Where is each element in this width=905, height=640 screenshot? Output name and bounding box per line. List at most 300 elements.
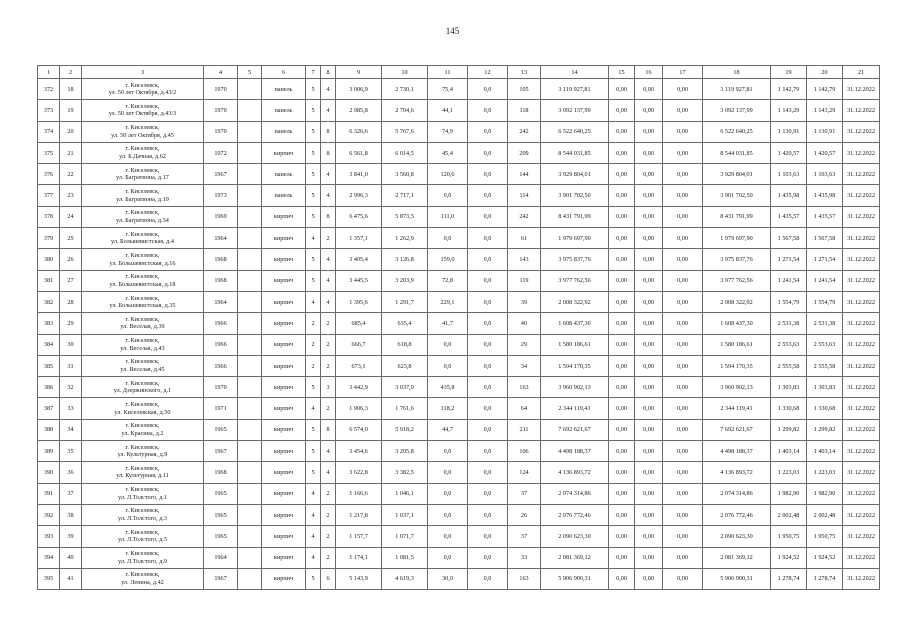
cell-col-13: 242 bbox=[508, 121, 541, 142]
cell-col-21: 31.12.2022 bbox=[843, 547, 880, 568]
cell-col-12: 0,0 bbox=[468, 526, 508, 547]
column-header-14: 14 bbox=[541, 66, 609, 79]
cell-col-13: 26 bbox=[508, 504, 541, 525]
cell-col-14: 3 960 902,13 bbox=[541, 377, 609, 398]
address-street: ул. Л.Толстого, д.3 bbox=[118, 515, 167, 523]
cell-col-6: панель bbox=[262, 79, 306, 100]
cell-col-21: 31.12.2022 bbox=[843, 504, 880, 525]
table-row bbox=[38, 79, 880, 100]
cell-col-17: 0,00 bbox=[663, 79, 703, 100]
cell-col-12: 0,0 bbox=[468, 228, 508, 249]
address-street: ул. Киселевская, д.50 bbox=[114, 408, 171, 416]
column-header-2: 2 bbox=[60, 66, 82, 79]
address-street: ул. Культурная, д.9 bbox=[117, 451, 168, 459]
cell-col-11: 0,0 bbox=[428, 547, 468, 568]
cell-col-10: 5 767,6 bbox=[382, 121, 428, 142]
cell-col-5 bbox=[238, 185, 262, 206]
cell-col-8: 4 bbox=[321, 185, 336, 206]
cell-col-9: 1 174,1 bbox=[336, 547, 382, 568]
address-city: г. Киселевск, bbox=[125, 209, 160, 217]
cell-col-13: 64 bbox=[508, 398, 541, 419]
cell-col-6: кирпич bbox=[262, 568, 306, 589]
address-street: ул. Культурная, д.11 bbox=[116, 472, 169, 480]
cell-col-15: 0,00 bbox=[609, 164, 635, 185]
cell-col-16: 0,00 bbox=[635, 185, 663, 206]
cell-col-8: 2 bbox=[321, 313, 336, 334]
cell-col-1: 375 bbox=[38, 142, 60, 163]
cell-col-14: 5 906 900,31 bbox=[541, 568, 609, 589]
cell-col-16: 0,00 bbox=[635, 100, 663, 121]
cell-col-6: кирпич bbox=[262, 419, 306, 440]
cell-col-1: 380 bbox=[38, 249, 60, 270]
cell-col-6: кирпич bbox=[262, 377, 306, 398]
address-city: г. Киселевск, bbox=[125, 464, 160, 472]
cell-col-20: 1 403,14 bbox=[807, 441, 843, 462]
address-city: г. Киселевск, bbox=[125, 443, 160, 451]
cell-col-11: 0,0 bbox=[428, 462, 468, 483]
cell-col-8: 4 bbox=[321, 270, 336, 291]
cell-col-7: 5 bbox=[306, 249, 321, 270]
cell-col-10: 1 761,6 bbox=[382, 398, 428, 419]
table-row bbox=[38, 121, 880, 142]
address-city: г. Киселевск, bbox=[125, 81, 160, 89]
cell-col-14: 2 344 119,41 bbox=[541, 398, 609, 419]
cell-col-11: 74,9 bbox=[428, 121, 468, 142]
cell-col-5 bbox=[238, 334, 262, 355]
address-street: ул. Л.Толстого, д.9 bbox=[118, 557, 167, 565]
cell-col-2: 36 bbox=[60, 462, 82, 483]
cell-col-10: 3 037,9 bbox=[382, 377, 428, 398]
cell-col-6: кирпич bbox=[262, 228, 306, 249]
cell-col-13: 118 bbox=[508, 100, 541, 121]
cell-col-10: 618,8 bbox=[382, 334, 428, 355]
cell-col-2: 27 bbox=[60, 270, 82, 291]
cell-col-9: 685,4 bbox=[336, 313, 382, 334]
address-street: ул. Веселая, д.39 bbox=[120, 323, 165, 331]
cell-col-12: 0,0 bbox=[468, 377, 508, 398]
cell-col-16: 0,00 bbox=[635, 377, 663, 398]
cell-col-10: 5 873,5 bbox=[382, 206, 428, 227]
cell-col-10: 1 262,9 bbox=[382, 228, 428, 249]
cell-col-17: 0,00 bbox=[663, 568, 703, 589]
cell-col-12: 0,0 bbox=[468, 504, 508, 525]
address-street: ул. Большевистская, д.35 bbox=[109, 302, 176, 310]
cell-col-11: 0,0 bbox=[428, 355, 468, 376]
cell-col-4: 1967 bbox=[204, 441, 238, 462]
address-city: г. Киселевск, bbox=[125, 251, 160, 259]
cell-col-7: 5 bbox=[306, 206, 321, 227]
cell-col-20: 2 531,38 bbox=[807, 313, 843, 334]
cell-col-1: 373 bbox=[38, 100, 60, 121]
cell-col-19: 1 303,83 bbox=[771, 377, 807, 398]
column-header-21: 21 bbox=[843, 66, 880, 79]
cell-col-12: 0,0 bbox=[468, 419, 508, 440]
cell-col-21: 31.12.2022 bbox=[843, 419, 880, 440]
cell-col-8: 2 bbox=[321, 398, 336, 419]
cell-col-21: 31.12.2022 bbox=[843, 568, 880, 589]
address-city: г. Киселевск, bbox=[125, 337, 160, 345]
cell-col-20: 1 223,03 bbox=[807, 462, 843, 483]
cell-col-1: 384 bbox=[38, 334, 60, 355]
cell-col-4: 1964 bbox=[204, 228, 238, 249]
cell-col-7: 5 bbox=[306, 419, 321, 440]
cell-col-14: 2 090 623,30 bbox=[541, 526, 609, 547]
cell-col-15: 0,00 bbox=[609, 483, 635, 504]
cell-col-1: 378 bbox=[38, 206, 60, 227]
address-cell bbox=[82, 568, 204, 589]
cell-col-18: 2 081 369,12 bbox=[703, 547, 771, 568]
address-street: ул. Веселая, д.43 bbox=[120, 344, 165, 352]
cell-col-19: 1 271,54 bbox=[771, 249, 807, 270]
address-street: ул. Багратиона, д.19 bbox=[116, 195, 169, 203]
cell-col-1: 376 bbox=[38, 164, 60, 185]
cell-col-16: 0,00 bbox=[635, 462, 663, 483]
cell-col-17: 0,00 bbox=[663, 270, 703, 291]
cell-col-4: 1965 bbox=[204, 419, 238, 440]
cell-col-18: 2 074 314,86 bbox=[703, 483, 771, 504]
cell-col-17: 0,00 bbox=[663, 100, 703, 121]
cell-col-7: 4 bbox=[306, 526, 321, 547]
cell-col-21: 31.12.2022 bbox=[843, 483, 880, 504]
cell-col-14: 3 092 137,99 bbox=[541, 100, 609, 121]
cell-col-12: 0,0 bbox=[468, 100, 508, 121]
housing-registry-table bbox=[37, 65, 880, 590]
address-street: ул. Красина, д.2 bbox=[121, 429, 164, 437]
cell-col-13: 33 bbox=[508, 547, 541, 568]
cell-col-10: 1 291,7 bbox=[382, 291, 428, 312]
cell-col-17: 0,00 bbox=[663, 313, 703, 334]
address-street: ул. 50 лет Октября, д.43/2 bbox=[108, 89, 177, 97]
cell-col-2: 40 bbox=[60, 547, 82, 568]
cell-col-19: 2 555,58 bbox=[771, 355, 807, 376]
cell-col-15: 0,00 bbox=[609, 377, 635, 398]
address-cell bbox=[82, 547, 204, 568]
address-city: г. Киселевск, bbox=[125, 166, 160, 174]
cell-col-9: 3 442,9 bbox=[336, 377, 382, 398]
cell-col-12: 0,0 bbox=[468, 164, 508, 185]
address-city: г. Киселевск, bbox=[125, 528, 160, 536]
cell-col-16: 0,00 bbox=[635, 228, 663, 249]
cell-col-19: 2 531,38 bbox=[771, 313, 807, 334]
cell-col-7: 2 bbox=[306, 355, 321, 376]
cell-col-21: 31.12.2022 bbox=[843, 334, 880, 355]
cell-col-12: 0,0 bbox=[468, 249, 508, 270]
cell-col-2: 33 bbox=[60, 398, 82, 419]
cell-col-1: 392 bbox=[38, 504, 60, 525]
address-cell bbox=[82, 313, 204, 334]
cell-col-1: 385 bbox=[38, 355, 60, 376]
table-body bbox=[38, 79, 880, 590]
address-street: ул. Б.Дачная, д.62 bbox=[119, 153, 166, 161]
cell-col-17: 0,00 bbox=[663, 547, 703, 568]
cell-col-12: 0,0 bbox=[468, 79, 508, 100]
cell-col-18: 1 979 697,90 bbox=[703, 228, 771, 249]
cell-col-21: 31.12.2022 bbox=[843, 206, 880, 227]
cell-col-14: 2 076 772,46 bbox=[541, 504, 609, 525]
cell-col-13: 40 bbox=[508, 313, 541, 334]
cell-col-19: 1 420,57 bbox=[771, 142, 807, 163]
cell-col-18: 1 594 170,35 bbox=[703, 355, 771, 376]
cell-col-11: 0,0 bbox=[428, 228, 468, 249]
table-row bbox=[38, 164, 880, 185]
cell-col-15: 0,00 bbox=[609, 121, 635, 142]
cell-col-11: 118,2 bbox=[428, 398, 468, 419]
cell-col-1: 383 bbox=[38, 313, 60, 334]
cell-col-14: 1 979 697,90 bbox=[541, 228, 609, 249]
cell-col-8: 3 bbox=[321, 377, 336, 398]
column-header-19: 19 bbox=[771, 66, 807, 79]
cell-col-19: 1 278,74 bbox=[771, 568, 807, 589]
table-row bbox=[38, 185, 880, 206]
cell-col-6: кирпич bbox=[262, 355, 306, 376]
cell-col-19: 1 554,79 bbox=[771, 291, 807, 312]
cell-col-17: 0,00 bbox=[663, 462, 703, 483]
table-row bbox=[38, 547, 880, 568]
address-city: г. Киселевск, bbox=[125, 422, 160, 430]
cell-col-9: 2 996,3 bbox=[336, 185, 382, 206]
cell-col-1: 390 bbox=[38, 462, 60, 483]
address-cell bbox=[82, 206, 204, 227]
cell-col-9: 5 143,9 bbox=[336, 568, 382, 589]
cell-col-18: 2 090 623,30 bbox=[703, 526, 771, 547]
cell-col-15: 0,00 bbox=[609, 334, 635, 355]
cell-col-12: 0,0 bbox=[468, 270, 508, 291]
address-street: ул. Багратиона, д.34 bbox=[116, 216, 169, 224]
column-header-5: 5 bbox=[238, 66, 262, 79]
cell-col-15: 0,00 bbox=[609, 100, 635, 121]
table-row bbox=[38, 441, 880, 462]
cell-col-15: 0,00 bbox=[609, 206, 635, 227]
cell-col-7: 5 bbox=[306, 462, 321, 483]
cell-col-7: 4 bbox=[306, 398, 321, 419]
cell-col-21: 31.12.2022 bbox=[843, 270, 880, 291]
cell-col-13: 114 bbox=[508, 185, 541, 206]
cell-col-14: 8 431 791,99 bbox=[541, 206, 609, 227]
cell-col-16: 0,00 bbox=[635, 526, 663, 547]
cell-col-13: 242 bbox=[508, 206, 541, 227]
cell-col-11: 435,8 bbox=[428, 377, 468, 398]
address-city: г. Киселевск, bbox=[125, 315, 160, 323]
table-row bbox=[38, 142, 880, 163]
cell-col-8: 2 bbox=[321, 504, 336, 525]
column-header-12: 12 bbox=[468, 66, 508, 79]
address-cell bbox=[82, 419, 204, 440]
cell-col-8: 8 bbox=[321, 142, 336, 163]
cell-col-2: 39 bbox=[60, 526, 82, 547]
cell-col-2: 28 bbox=[60, 291, 82, 312]
cell-col-14: 3 929 804,01 bbox=[541, 164, 609, 185]
cell-col-8: 4 bbox=[321, 164, 336, 185]
column-header-9: 9 bbox=[336, 66, 382, 79]
cell-col-4: 1965 bbox=[204, 526, 238, 547]
cell-col-19: 1 435,98 bbox=[771, 185, 807, 206]
cell-col-2: 24 bbox=[60, 206, 82, 227]
cell-col-18: 4 136 893,72 bbox=[703, 462, 771, 483]
cell-col-8: 4 bbox=[321, 291, 336, 312]
cell-col-6: панель bbox=[262, 100, 306, 121]
table-row bbox=[38, 100, 880, 121]
cell-col-10: 1 071,7 bbox=[382, 526, 428, 547]
cell-col-9: 6 561,8 bbox=[336, 142, 382, 163]
cell-col-2: 38 bbox=[60, 504, 82, 525]
cell-col-8: 2 bbox=[321, 526, 336, 547]
cell-col-11: 0,0 bbox=[428, 504, 468, 525]
cell-col-17: 0,00 bbox=[663, 334, 703, 355]
cell-col-5 bbox=[238, 142, 262, 163]
cell-col-8: 8 bbox=[321, 121, 336, 142]
cell-col-11: 45,4 bbox=[428, 142, 468, 163]
column-header-6: 6 bbox=[262, 66, 306, 79]
cell-col-12: 0,0 bbox=[468, 291, 508, 312]
address-street: ул. Л.Толстого, д.1 bbox=[118, 493, 167, 501]
cell-col-21: 31.12.2022 bbox=[843, 185, 880, 206]
cell-col-4: 1968 bbox=[204, 249, 238, 270]
cell-col-5 bbox=[238, 249, 262, 270]
cell-col-11: 120,6 bbox=[428, 164, 468, 185]
header-row bbox=[38, 66, 880, 79]
address-street: ул. Большевистская, д.16 bbox=[109, 259, 176, 267]
column-header-3: 3 bbox=[82, 66, 204, 79]
cell-col-15: 0,00 bbox=[609, 291, 635, 312]
cell-col-16: 0,00 bbox=[635, 398, 663, 419]
cell-col-12: 0,0 bbox=[468, 142, 508, 163]
cell-col-11: 0,0 bbox=[428, 334, 468, 355]
cell-col-11: 41,7 bbox=[428, 313, 468, 334]
cell-col-4: 1964 bbox=[204, 291, 238, 312]
table-row bbox=[38, 377, 880, 398]
cell-col-1: 391 bbox=[38, 483, 60, 504]
cell-col-20: 2 002,48 bbox=[807, 504, 843, 525]
cell-col-9: 1 357,1 bbox=[336, 228, 382, 249]
cell-col-5 bbox=[238, 568, 262, 589]
cell-col-4: 1970 bbox=[204, 377, 238, 398]
column-header-11: 11 bbox=[428, 66, 468, 79]
cell-col-15: 0,00 bbox=[609, 462, 635, 483]
cell-col-6: панель bbox=[262, 164, 306, 185]
cell-col-13: 34 bbox=[508, 355, 541, 376]
cell-col-5 bbox=[238, 355, 262, 376]
cell-col-17: 0,00 bbox=[663, 121, 703, 142]
cell-col-14: 3 901 702,50 bbox=[541, 185, 609, 206]
cell-col-2: 18 bbox=[60, 79, 82, 100]
cell-col-9: 6 326,6 bbox=[336, 121, 382, 142]
cell-col-14: 6 522 640,25 bbox=[541, 121, 609, 142]
cell-col-15: 0,00 bbox=[609, 142, 635, 163]
cell-col-8: 6 bbox=[321, 568, 336, 589]
cell-col-9: 2 985,8 bbox=[336, 100, 382, 121]
cell-col-6: кирпич bbox=[262, 504, 306, 525]
cell-col-19: 1 924,52 bbox=[771, 547, 807, 568]
cell-col-20: 1 435,98 bbox=[807, 185, 843, 206]
cell-col-13: 163 bbox=[508, 377, 541, 398]
cell-col-15: 0,00 bbox=[609, 185, 635, 206]
cell-col-20: 1 103,63 bbox=[807, 164, 843, 185]
cell-col-18: 5 906 900,31 bbox=[703, 568, 771, 589]
address-cell bbox=[82, 334, 204, 355]
table-row bbox=[38, 526, 880, 547]
cell-col-6: панель bbox=[262, 185, 306, 206]
cell-col-18: 8 431 791,99 bbox=[703, 206, 771, 227]
cell-col-21: 31.12.2022 bbox=[843, 121, 880, 142]
cell-col-20: 1 303,83 bbox=[807, 377, 843, 398]
address-city: г. Киселевск, bbox=[125, 273, 160, 281]
cell-col-7: 4 bbox=[306, 483, 321, 504]
cell-col-2: 23 bbox=[60, 185, 82, 206]
cell-col-4: 1971 bbox=[204, 398, 238, 419]
cell-col-7: 5 bbox=[306, 121, 321, 142]
cell-col-11: 111,0 bbox=[428, 206, 468, 227]
cell-col-19: 1 403,14 bbox=[771, 441, 807, 462]
cell-col-16: 0,00 bbox=[635, 313, 663, 334]
cell-col-17: 0,00 bbox=[663, 398, 703, 419]
cell-col-21: 31.12.2022 bbox=[843, 462, 880, 483]
cell-col-20: 1 330,68 bbox=[807, 398, 843, 419]
cell-col-8: 4 bbox=[321, 462, 336, 483]
cell-col-20: 1 130,91 bbox=[807, 121, 843, 142]
cell-col-19: 2 553,63 bbox=[771, 334, 807, 355]
cell-col-16: 0,00 bbox=[635, 142, 663, 163]
address-cell bbox=[82, 355, 204, 376]
cell-col-13: 39 bbox=[508, 291, 541, 312]
cell-col-10: 1 046,1 bbox=[382, 483, 428, 504]
cell-col-7: 5 bbox=[306, 79, 321, 100]
cell-col-5 bbox=[238, 419, 262, 440]
address-cell bbox=[82, 249, 204, 270]
column-header-8: 8 bbox=[321, 66, 336, 79]
cell-col-2: 30 bbox=[60, 334, 82, 355]
cell-col-11: 0,0 bbox=[428, 185, 468, 206]
cell-col-17: 0,00 bbox=[663, 355, 703, 376]
cell-col-1: 374 bbox=[38, 121, 60, 142]
cell-col-4: 1968 bbox=[204, 270, 238, 291]
cell-col-11: 0,0 bbox=[428, 441, 468, 462]
address-cell bbox=[82, 185, 204, 206]
cell-col-19: 1 299,82 bbox=[771, 419, 807, 440]
cell-col-20: 1 241,54 bbox=[807, 270, 843, 291]
cell-col-20: 1 435,57 bbox=[807, 206, 843, 227]
cell-col-20: 1 271,54 bbox=[807, 249, 843, 270]
cell-col-18: 6 522 640,25 bbox=[703, 121, 771, 142]
cell-col-15: 0,00 bbox=[609, 441, 635, 462]
column-header-16: 16 bbox=[635, 66, 663, 79]
address-street: ул. Веселая, д.45 bbox=[120, 366, 165, 373]
cell-col-18: 3 929 804,01 bbox=[703, 164, 771, 185]
cell-col-15: 0,00 bbox=[609, 526, 635, 547]
cell-col-20: 1 299,82 bbox=[807, 419, 843, 440]
cell-col-2: 20 bbox=[60, 121, 82, 142]
cell-col-15: 0,00 bbox=[609, 313, 635, 334]
cell-col-13: 143 bbox=[508, 249, 541, 270]
cell-col-13: 61 bbox=[508, 228, 541, 249]
cell-col-20: 2 553,63 bbox=[807, 334, 843, 355]
cell-col-14: 2 081 369,12 bbox=[541, 547, 609, 568]
cell-col-7: 5 bbox=[306, 270, 321, 291]
address-cell bbox=[82, 291, 204, 312]
cell-col-10: 3 126,8 bbox=[382, 249, 428, 270]
cell-col-6: кирпич bbox=[262, 270, 306, 291]
cell-col-17: 0,00 bbox=[663, 185, 703, 206]
address-street: ул. Дзержинского, д.1 bbox=[113, 387, 172, 395]
table-row bbox=[38, 291, 880, 312]
table-row bbox=[38, 334, 880, 355]
cell-col-20: 2 555,58 bbox=[807, 355, 843, 376]
table-row bbox=[38, 206, 880, 227]
cell-col-5 bbox=[238, 441, 262, 462]
cell-col-13: 163 bbox=[508, 568, 541, 589]
cell-col-18: 2 076 772,46 bbox=[703, 504, 771, 525]
cell-col-13: 211 bbox=[508, 419, 541, 440]
cell-col-19: 1 567,58 bbox=[771, 228, 807, 249]
